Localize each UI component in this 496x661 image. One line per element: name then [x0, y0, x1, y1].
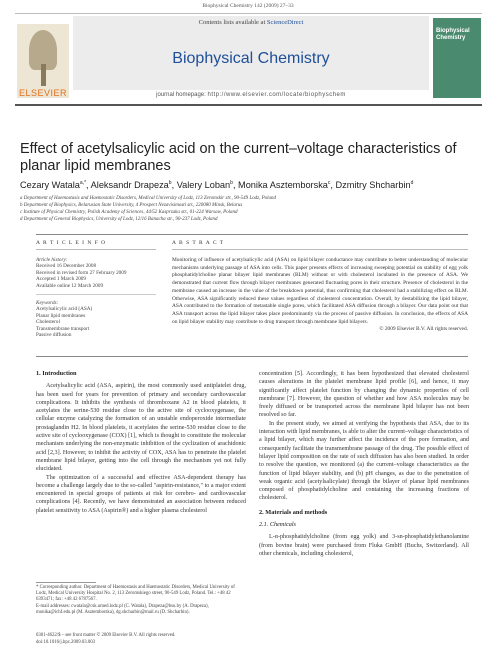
history-item: Received 16 December 2008 [36, 263, 97, 270]
paragraph: The optimization of a successful and effective ASA-dependent therapy has become a challenge largely due to the so-called "aspirin-resistance," to a major extent encountered in special groups of patients at risk for cerebro- and cardiovascular complications [4]. Recently, we have demonstrated an association between reduced platelet sensitivity to ASA (Aspirin®) and a higher plasma cholesterol [36, 474, 246, 514]
abstract [172, 257, 468, 334]
affiliation: c Institute of Physical Chemistry, Polish Academy of Sciences, 44/52 Kasprzaka str., 01-224 Warsaw, Poland [20, 210, 238, 215]
body-column-right [259, 370, 469, 558]
abstract-label: A B S T R A C T [172, 240, 225, 246]
history-item: Received in revised form 27 February 2009 [36, 269, 127, 276]
author-list: Cezary Watala$^{a,*}$, Aleksandr Drapeza$^b$, Valery Loban$^b$, Monika Asztemborska$^c$, Dzmitry Shcharbin$^d$ [20, 180, 414, 191]
paragraph: Acetylsalicylic acid (ASA, aspirin), the most commonly used antiplatelet drug, has been used for years for prevention of primary and secondary cardiovascular complications. It inhibits the synthesis of thromboxane A2 in blood platelets, it acetylates the serine-530 residue close to the active site of cyclooxygenase, the cellular enzyme catalyzing the formation of an unstable endoperoxide intermediate prostaglandin H2. In blood platelets, it acetylates the serine-530 residue close to the active site of cyclooxygenase (COX) [1], which is thought to constitute the molecular mechanism underlying the non-enzymatic inhibition of the cyclization of arachidonic acid [2,3]. However, to inhibit the activity of COX, ASA has to penetrate the platelet membrane lipid bilayer, getting into the cell through the mechanism yet not fully elucidated. [36, 383, 246, 473]
keyword: Acetylsalicylic acid (ASA) [36, 306, 93, 313]
keyword: Planar lipid membranes [36, 312, 86, 319]
affiliation: b Department of Biophysics, Belarusian State University, 4 Prospect Nezavisimosti str., 220080 Minsk, Belarus [20, 203, 243, 208]
keyword: Transmembrane transport [36, 325, 90, 332]
paragraph: In the present study, we aimed at verifying the hypothesis that ASA, due to its interaction with lipid membranes, is able to alter the current–voltage characteristics of a lipid bilayer, which may further affect the incidence of the pore formation, and consequently facilitate the transmembrane passage of the drug. The possible effect of bilayer lipid composition on the rate of such diffusion has also been studied. In order to resolve the question, we monitored (a) the current–voltage characteristics as the function of lipid bilayer stability, and (b) pH changes, as due to the penetration of weak organic acid (acetylsalicylate) through the bilayer of planar lipid membranes composed of phosphatidylcholine and containing the increasing fractions of cholesterol. [259, 420, 469, 502]
author-name: Monika Asztemborska [238, 180, 328, 191]
journal-banner [73, 16, 429, 90]
homepage-link[interactable]: http://www.elsevier.com/locate/biophyschem [207, 92, 346, 98]
divider [36, 249, 156, 250]
divider [36, 356, 468, 357]
divider [172, 249, 468, 250]
subsection-heading: 2.1. Chemicals [259, 521, 296, 529]
elsevier-logo [17, 24, 69, 98]
author-name: Cezary Watala [20, 180, 80, 191]
footnote [36, 582, 246, 616]
journal-cover-thumbnail [433, 18, 481, 98]
keywords: Keywords: Acetylsalicylic acid (ASA) Planar lipid membranes Cholesterol Transmembrane transport Passive diffusion [36, 300, 156, 338]
history-item: Accepted 1 March 2009 [36, 276, 86, 283]
affiliation: a Department of Haemostasis and Haemostatic Disorders, Medical University of Lodz, 113 Zeromskir str., 90-549 Lodz, Poland [20, 196, 277, 201]
author-name: Valery Loban [176, 180, 231, 191]
author-name: Aleksandr Drapeza [90, 180, 169, 191]
author-name: Dzmitry Shcharbin [335, 180, 411, 191]
copyright: © 2009 Elsevier B.V. All rights reserved. [379, 326, 468, 333]
section-heading: 1. Introduction [36, 370, 77, 377]
journal-title[interactable]: Biophysical Chemistry [172, 50, 330, 67]
keyword: Passive diffusion [36, 332, 72, 339]
doi-link[interactable]: doi:10.1016/j.bpc.2009.03.003 [36, 639, 96, 645]
journal-header [15, 13, 482, 106]
section-heading: 2. Materials and methods [259, 508, 328, 516]
email-addresses: E-mail addresses: cwatala@csk.umed.lodz.pl (C. Watala), Drapeza@bsu.by (A. Drapeza), monika@ichf.edu.pl (M. Asztemborska), dg.shcharbin@mail.ru (D. Shcharbin). [36, 603, 209, 615]
publisher-logo-text: ELSEVIER [18, 88, 68, 98]
history-item: Available online 12 March 2009 [36, 282, 104, 289]
article-info-label: A R T I C L E I N F O [36, 240, 107, 246]
contents-line: Contents lists available at ScienceDirect [198, 19, 304, 26]
divider [36, 234, 468, 235]
abstract-text: Monitoring of influence of acetylsalicylic acid (ASA) on lipid bilayer conductance may contribute to better understanding of molecular mechanisms underlying passage of ASA into cells. This paper presents effects of increasing sweeping potential on stability of egg yolk phosphatidylcholine planar bilayer lipid membranes (BLM) without or with cholesterol incubated in the presence of ASA. We demonstrated that current flow through bilayer membranes generated fluctuating pores in their structure. Presence of cholesterol in the membrane caused an increase in the value of the breakdown potential, thus confirming that cholesterol had a stabilizing effect on BLM. Otherwise, ASA significantly reduced these values regardless of cholesterol concentration. Overall, by destabilizing the lipid bilayer, ASA contributed to the formation of metastable single pores, which facilitated ASA diffusion through a bilayer. Our data point out that ASA transport across the lipid bilayer takes place predominantly via the process of passive diffusion. In conclusion, the effects of ASA on lipid bilayer stability may contribute to drug transport through membrane lipid bilayers. [172, 257, 468, 325]
paragraph: L-α-phosphatidylcholine (from egg yolk) and 3-sn-phosphatidylethanolamine (from bovine brain) were purchased from Fluka GmbH (Buchs, Switzerland). All other chemicals, including cholesterol, [259, 534, 469, 557]
article-info [36, 257, 156, 338]
journal-homepage: journal homepage: http://www.elsevier.com/locate/biophyschem [156, 92, 346, 98]
article-title: Effect of acetylsalicylic acid on the current–voltage characteristics of planar lipid membranes [20, 141, 457, 174]
divider [36, 294, 156, 295]
affiliation: d Department of General Biophysics, University of Lodz, 12/16 Banacha str., 90-237 Lodz, Poland [20, 217, 218, 222]
sciencedirect-link[interactable]: ScienceDirect [266, 19, 304, 26]
corresponding-author: * Corresponding author. Department of Haemostasis and Haemostatic Disorders, Medical University of Lodz, Medical University Hospital No. 2, 113 Zeromskiego street, 90-549 Lodz, Poland. Tel.: +48 42 6393471; fax: +48 42 6787567. [36, 585, 235, 603]
issn-doi: 0301-4622/$ – see front matter © 2009 Elsevier B.V. All rights reserved. doi:10.1016/j.bpc.2009.03.003 [36, 633, 246, 646]
keyword: Cholesterol [36, 319, 60, 326]
cover-title: Biophysical Chemistry [436, 28, 470, 41]
article-history: Article history: Received 16 December 2008 Received in revised form 27 February 2009 Accepted 1 March 2009 Available online 12 March 2009 [36, 257, 156, 289]
body-column-left [36, 370, 246, 515]
paragraph: concentration [5]. Accordingly, it has been hypothesized that elevated cholesterol causes alterations in the platelet membrane lipid profile [6], and hence, it may significantly affect platelet function by changing the dynamic properties of cell membrane [7]. However, the question of whether and how ASA molecules may be freely diffused or be transported across the membrane lipid bilayer has not been resolved so far. [259, 371, 469, 419]
journal-reference: Biophysical Chemistry 142 (2009) 27–33 [202, 3, 294, 9]
